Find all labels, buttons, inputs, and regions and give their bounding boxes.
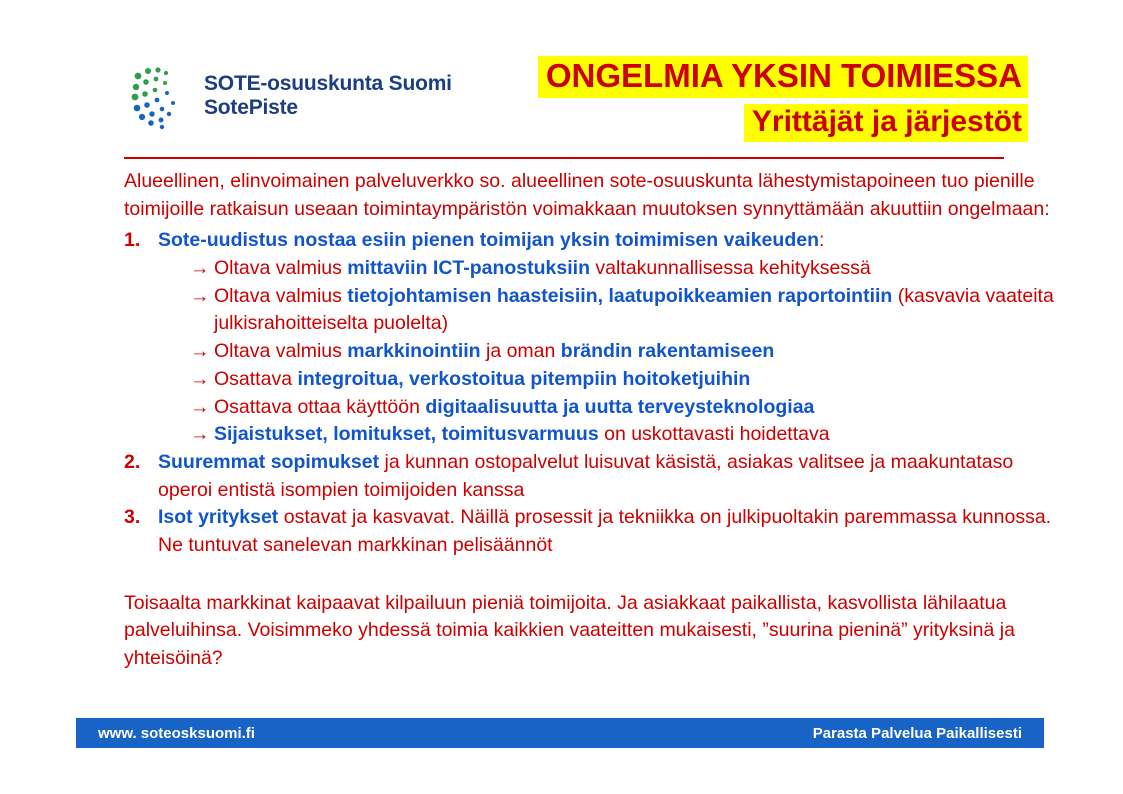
footer-url[interactable]: www. soteosksuomi.fi (98, 724, 255, 742)
list-item-lead-tail: : (818, 229, 825, 252)
sub-list (158, 255, 1064, 449)
sub-bold: digitaalisuutta ja uutta terveysteknologiaa (425, 395, 815, 418)
brand-name-line1: SOTE-osuuskunta Suomi (204, 71, 452, 95)
sub-post: on uskottavasti hoidettava (598, 423, 830, 446)
sub-mid: ja oman (480, 340, 561, 363)
sub-post: valtakunnallisessa kehityksessä (590, 257, 871, 280)
brand-logo-text (204, 72, 452, 120)
list-item-number: 1. (124, 229, 141, 252)
list-item-lead: Suuremmat sopimukset (158, 450, 380, 473)
sub-list-item (190, 283, 1064, 338)
footer-tagline: Parasta Palvelua Paikallisesti (812, 724, 1022, 742)
slide-header (0, 50, 1123, 155)
sub-bold: Sijaistukset, lomitukset, toimitusvarmuus (214, 423, 599, 446)
arrow-icon: → (190, 257, 210, 280)
sub-bold: integroitua, verkostoitua pitempiin hoitoketjuihin (297, 367, 751, 390)
sub-bold-2: brändin rakentamiseen (560, 340, 775, 363)
sub-bold: tietojohtamisen haasteisiin, laatupoikkeamien raportointiin (347, 284, 893, 307)
slide-body (124, 168, 1064, 692)
slide-title-block (538, 56, 1028, 142)
list-item-lead-tail: ja kunnan ostopalvelut luisuvat käsistä, asiakas valitsee ja maakuntataso operoi entistä isompien toimijoiden kanssa (158, 450, 1014, 501)
sub-pre: Osattava (214, 367, 298, 390)
sub-list-item (190, 421, 1064, 449)
sub-post: (kasvavia vaateita julkisrahoitteiselta puolelta) (214, 284, 1054, 335)
arrow-icon: → (190, 367, 210, 390)
sub-pre: Oltava valmius (214, 257, 348, 280)
arrow-icon: → (190, 340, 210, 363)
sotepiste-logo-icon (124, 60, 196, 132)
sub-list-item (190, 338, 1064, 366)
sub-list-item (190, 255, 1064, 283)
list-item (124, 227, 1064, 449)
sub-list-item (190, 394, 1064, 422)
sub-pre: Osattava ottaa käyttöön (214, 395, 426, 418)
list-item (124, 504, 1064, 559)
sub-bold: mittaviin ICT-panostuksiin (347, 257, 590, 280)
page-subtitle: Yrittäjät ja järjestöt (744, 104, 1028, 142)
sub-bold: markkinointiin (347, 340, 481, 363)
list-item-lead-tail: ostavat ja kasvavat. Näillä prosessit ja tekniikka on julkipuoltakin paremmassa kunnossa. Ne tuntuvat sanelevan markkinan pelisäännöt (158, 506, 1052, 556)
arrow-icon: → (190, 395, 210, 418)
page-title: ONGELMIA YKSIN TOIMIESSA (538, 56, 1028, 98)
slide-footer (76, 718, 1044, 748)
brand-name-line2: SotePiste (204, 96, 298, 119)
numbered-list (124, 227, 1064, 559)
list-item-number: 3. (124, 506, 141, 529)
arrow-icon: → (190, 423, 210, 446)
intro-paragraph: Alueellinen, elinvoimainen palveluverkko so. alueellinen sote-osuuskunta lähestymistapoineen tuo pienille toimijoille ratkaisun useaan toimintaympäristön voimakkaan muutoksen synnyttämään akuuttiin ongelmaan: (124, 170, 1050, 220)
list-item-lead: Sote-uudistus nostaa esiin pienen toimijan yksin toimimisen vaikeuden (158, 229, 819, 252)
closing-paragraph: Toisaalta markkinat kaipaavat kilpailuun pieniä toimijoita. Ja asiakkaat paikallista, kasvollista lähilaatua palveluihinsa. Voisimmeko yhdessä toimia kaikkien vaateitten mukaisesti, ”suurina pieninä” yrityksinä ja yhteisöinä? (124, 591, 1015, 669)
sub-pre: Oltava valmius (214, 340, 348, 363)
sub-list-item (190, 366, 1064, 394)
sub-pre: Oltava valmius (214, 284, 348, 307)
brand-logo (124, 60, 452, 132)
list-item-number: 2. (124, 450, 141, 473)
header-divider (124, 157, 1004, 159)
arrow-icon: → (190, 284, 210, 307)
list-item (124, 449, 1064, 504)
list-item-lead: Isot yritykset (158, 506, 279, 529)
